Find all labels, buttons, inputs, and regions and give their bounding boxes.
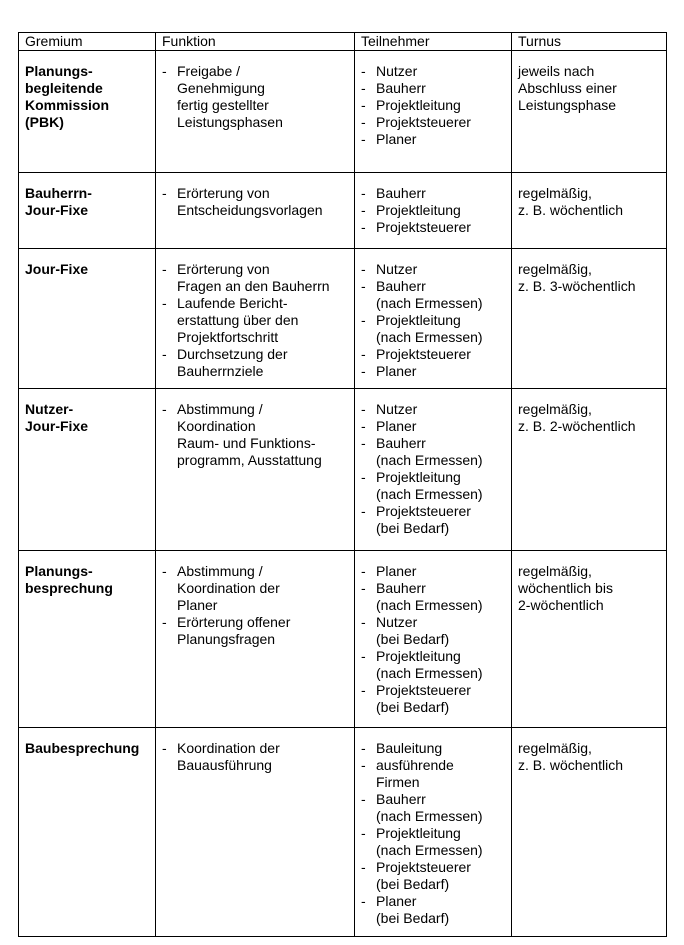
list-item-line: Koordination der [177, 580, 280, 596]
gremium-line: Baubesprechung [25, 740, 140, 756]
list-item-line: (nach Ermessen) [376, 486, 483, 502]
table-header-row [19, 33, 667, 51]
gremium-line: Bauherrn- [25, 185, 92, 201]
list-item-line: Koordination [177, 418, 256, 434]
list-item-line: - Planer [376, 131, 417, 147]
list-item [361, 825, 511, 859]
list-item-line: Leistungsphasen [177, 114, 283, 130]
list-item-line: - Bauleitung [376, 740, 443, 756]
turnus-line: wöchentlich bis [518, 580, 613, 596]
list-item [162, 63, 354, 131]
list-item-line: - Projektsteuerer [376, 682, 471, 698]
list-item-line: - Bauherr [376, 580, 426, 596]
turnus-line: regelmäßig, [518, 261, 592, 277]
cell-teilnehmer [355, 551, 512, 728]
list-item-line: Firmen [376, 774, 420, 790]
list-item-line: fertig gestellter [177, 97, 269, 113]
list-item-line: Raum- und Funktions- [177, 435, 316, 451]
list-item-line: - Laufende Bericht- [177, 295, 288, 311]
cell-funktion [156, 728, 355, 937]
gremium-line: Nutzer- [25, 401, 74, 417]
cell-turnus [512, 389, 667, 551]
list-item-line: - Planer [376, 363, 417, 379]
list-item [162, 261, 354, 295]
funktion-list [162, 740, 354, 774]
list-item-line: - Projektleitung [376, 312, 461, 328]
turnus-line: regelmäßig, [518, 401, 592, 417]
cell-gremium [19, 728, 156, 937]
list-item [162, 614, 354, 648]
list-item-line: - Planer [376, 563, 417, 579]
list-item [361, 740, 511, 757]
turnus-line: regelmäßig, [518, 185, 592, 201]
table-row [19, 728, 667, 937]
list-item-line: - Bauherr [376, 278, 426, 294]
list-item-line: - Planer [376, 418, 417, 434]
list-item-line: - Projektsteuerer [376, 346, 471, 362]
teilnehmer-list [361, 63, 511, 148]
list-item [361, 563, 511, 580]
list-item-line: - Projektleitung [376, 202, 461, 218]
table-row [19, 551, 667, 728]
gremium-line: Planungs- [25, 563, 93, 579]
cell-turnus [512, 551, 667, 728]
list-item-line: - Bauherr [376, 435, 426, 451]
list-item-line: - Projektsteuerer [376, 114, 471, 130]
list-item-line: - Nutzer [376, 614, 418, 630]
list-item-line: - Erörterung von [177, 261, 270, 277]
list-item-line: - Projektleitung [376, 648, 461, 664]
list-item-line: (bei Bedarf) [376, 631, 450, 647]
list-item [162, 563, 354, 614]
list-item-line: - Projektsteuerer [376, 859, 471, 875]
list-item [361, 97, 511, 114]
list-item [361, 893, 511, 927]
table-row [19, 389, 667, 551]
funktion-list [162, 185, 354, 219]
list-item [361, 114, 511, 131]
list-item [361, 278, 511, 312]
list-item-line: - Bauherr [376, 185, 426, 201]
list-item-line: (bei Bedarf) [376, 876, 450, 892]
teilnehmer-list [361, 740, 511, 927]
gremium-line: (PBK) [25, 114, 64, 130]
list-item-line: Bauausführung [177, 757, 272, 773]
funktion-list [162, 563, 354, 648]
list-item-line: (nach Ermessen) [376, 842, 483, 858]
gremium-line: Jour-Fixe [25, 261, 89, 277]
list-item-line: - Erörterung von [177, 185, 270, 201]
list-item-line: - Projektsteuerer [376, 503, 471, 519]
list-item [162, 185, 354, 219]
funktion-list [162, 261, 354, 380]
list-item [361, 418, 511, 435]
list-item [361, 80, 511, 97]
cell-funktion [156, 173, 355, 249]
gremium-line: besprechung [25, 580, 113, 596]
list-item-line: (nach Ermessen) [376, 295, 483, 311]
list-item [162, 401, 354, 469]
teilnehmer-list [361, 185, 511, 236]
cell-teilnehmer [355, 173, 512, 249]
turnus-line: 2-wöchentlich [518, 597, 604, 613]
gremium-line: Kommission [25, 97, 110, 113]
turnus-line: z. B. 3-wöchentlich [518, 278, 636, 294]
list-item-line: - Erörterung offener [177, 614, 291, 630]
list-item [361, 648, 511, 682]
cell-funktion [156, 249, 355, 389]
list-item [361, 363, 511, 380]
header-funktion: Funktion [156, 33, 355, 51]
list-item-line: Bauherrnziele [177, 363, 264, 379]
table-row [19, 51, 667, 173]
list-item [361, 859, 511, 893]
list-item-line: (nach Ermessen) [376, 597, 483, 613]
list-item-line: - Freigabe / [177, 63, 241, 79]
list-item [361, 435, 511, 469]
cell-gremium [19, 249, 156, 389]
table-row [19, 173, 667, 249]
list-item-line: (nach Ermessen) [376, 808, 483, 824]
turnus-line: Leistungsphase [518, 97, 617, 113]
cell-funktion [156, 389, 355, 551]
turnus-line: z. B. wöchentlich [518, 202, 624, 218]
list-item-line: (bei Bedarf) [376, 520, 450, 536]
list-item-line: (nach Ermessen) [376, 329, 483, 345]
list-item-line: - Projektleitung [376, 825, 461, 841]
cell-gremium [19, 173, 156, 249]
list-item-line: (bei Bedarf) [376, 910, 450, 926]
list-item [162, 740, 354, 774]
list-item-line: - Durchsetzung der [177, 346, 288, 362]
list-item-line: Fragen an den Bauherrn [177, 278, 330, 294]
cell-teilnehmer [355, 51, 512, 173]
cell-funktion [156, 551, 355, 728]
cell-turnus [512, 51, 667, 173]
gremium-line: begleitende [25, 80, 103, 96]
list-item-line: - Bauherr [376, 80, 426, 96]
cell-turnus [512, 173, 667, 249]
list-item-line: - Projektleitung [376, 97, 461, 113]
list-item [361, 791, 511, 825]
list-item-line: (bei Bedarf) [376, 699, 450, 715]
list-item [361, 185, 511, 202]
header-gremium: Gremium [19, 33, 156, 51]
list-item [162, 295, 354, 346]
funktion-list [162, 401, 354, 469]
list-item-line: programm, Ausstattung [177, 452, 322, 468]
cell-turnus [512, 249, 667, 389]
list-item [361, 63, 511, 80]
list-item [361, 757, 511, 791]
gremium-line: Jour-Fixe [25, 202, 89, 218]
list-item [361, 401, 511, 418]
teilnehmer-list [361, 563, 511, 716]
gremium-line: Planungs- [25, 63, 93, 79]
list-item-line: - Nutzer [376, 63, 418, 79]
list-item [361, 503, 511, 537]
list-item-line: Planer [177, 597, 218, 613]
cell-gremium [19, 389, 156, 551]
teilnehmer-list [361, 401, 511, 537]
turnus-line: z. B. wöchentlich [518, 757, 624, 773]
list-item [361, 261, 511, 278]
list-item [361, 346, 511, 363]
list-item [361, 131, 511, 148]
header-turnus: Turnus [512, 33, 667, 51]
turnus-line: regelmäßig, [518, 563, 592, 579]
list-item-line: - Nutzer [376, 401, 418, 417]
list-item [361, 202, 511, 219]
list-item-line: - Abstimmung / [177, 401, 263, 417]
turnus-line: jeweils nach [518, 63, 595, 79]
list-item-line: Genehmigung [177, 80, 265, 96]
cell-gremium [19, 51, 156, 173]
cell-funktion [156, 51, 355, 173]
list-item [361, 614, 511, 648]
list-item-line: - Koordination der [177, 740, 280, 756]
cell-turnus [512, 728, 667, 937]
list-item [361, 219, 511, 236]
list-item [361, 580, 511, 614]
table-body [19, 51, 667, 937]
list-item-line: Entscheidungsvorlagen [177, 202, 323, 218]
turnus-line: regelmäßig, [518, 740, 592, 756]
funktion-list [162, 63, 354, 131]
list-item [361, 312, 511, 346]
list-item-line: Projektfortschritt [177, 329, 279, 345]
list-item-line: - Bauherr [376, 791, 426, 807]
table-row [19, 249, 667, 389]
list-item-line: - Planer [376, 893, 417, 909]
list-item-line: erstattung über den [177, 312, 299, 328]
turnus-line: Abschluss einer [518, 80, 617, 96]
header-teilnehmer: Teilnehmer [355, 33, 512, 51]
cell-gremium [19, 551, 156, 728]
gremium-line: Jour-Fixe [25, 418, 89, 434]
list-item-line: (nach Ermessen) [376, 665, 483, 681]
cell-teilnehmer [355, 249, 512, 389]
list-item-line: Planungsfragen [177, 631, 276, 647]
list-item [162, 346, 354, 380]
list-item-line: - Projektleitung [376, 469, 461, 485]
cell-teilnehmer [355, 728, 512, 937]
list-item-line: (nach Ermessen) [376, 452, 483, 468]
gremien-table [18, 32, 667, 937]
list-item-line: - Projektsteuerer [376, 219, 471, 235]
list-item [361, 469, 511, 503]
turnus-line: z. B. 2-wöchentlich [518, 418, 636, 434]
list-item [361, 682, 511, 716]
list-item-line: - Abstimmung / [177, 563, 263, 579]
cell-teilnehmer [355, 389, 512, 551]
list-item-line: - ausführende [376, 757, 454, 773]
teilnehmer-list [361, 261, 511, 380]
list-item-line: - Nutzer [376, 261, 418, 277]
